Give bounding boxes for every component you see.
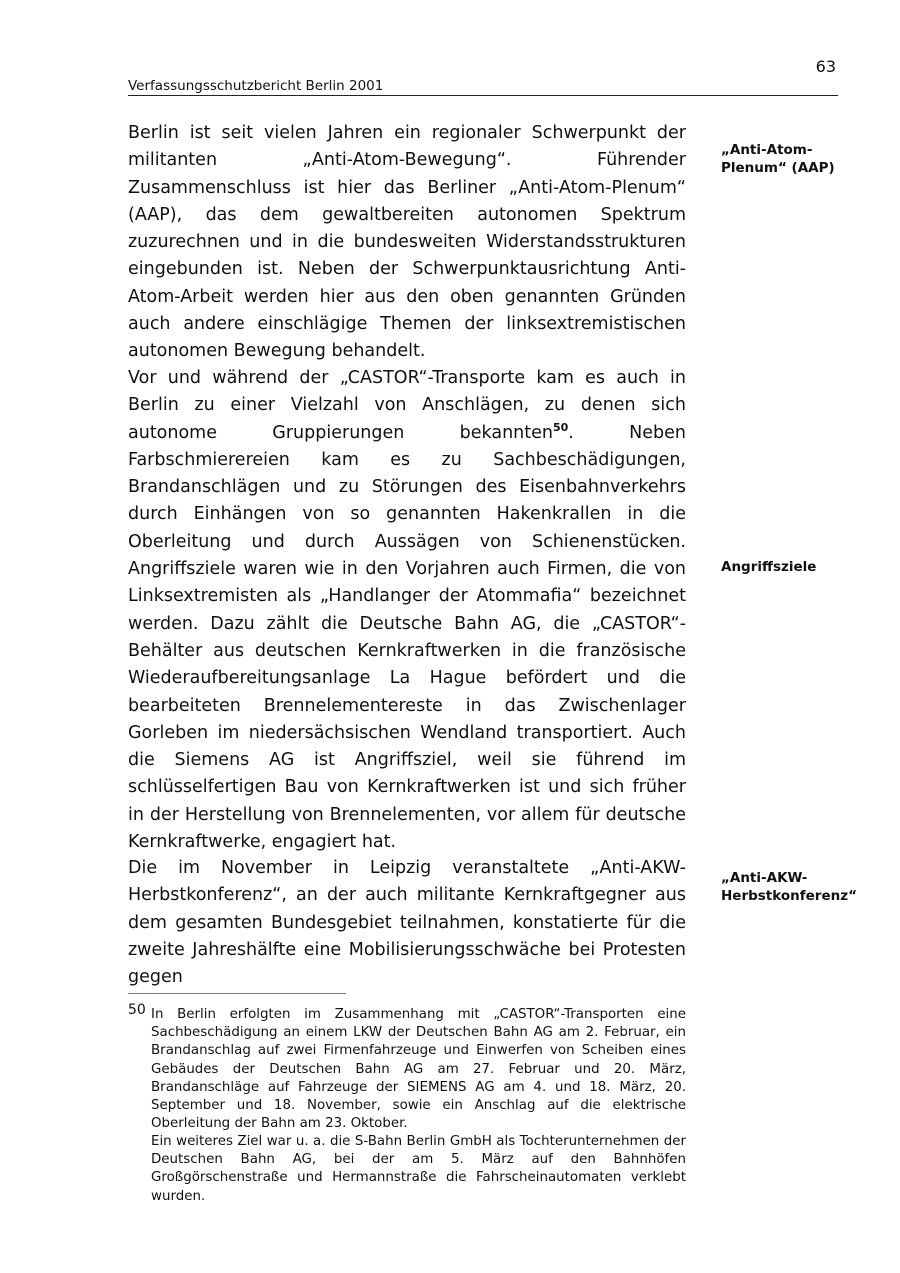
footnote-reference[interactable]: 50 [552, 420, 569, 434]
paragraph-2-text-end: . Neben Farbschmierereien kam es zu Sachbeschädigungen, Brandanschlägen und zu Störungen des Eisenbahnverkehrs durch Einhängen von so genannten Hakenkrallen in die Oberleitung und durch Aussägen von Schienenstücken. Angriffsziele waren wie in den Vorjahren auch Firmen, die von Linksextremisten als „Handlanger der Atommafia“ bezeichnet werden. Dazu zählt die Deutsche Bahn AG, die „CASTOR“-Behälter aus deutschen Kernkraftwerken in die französische Wiederaufbereitungsanlage La Hague befördert und die bearbeiteten Brennelementereste in das Zwischenlager Gorleben im niedersächsischen Wendland transportiert. Auch die Siemens AG ist Angriffsziel, weil sie führend im schlüsselfertigen Bau von Kernkraftwerken ist und sich früher in der Herstellung von Brennelementen, vor allem für deutsche Kernkraftwerke, engagiert hat. [128, 422, 686, 853]
footnote-divider [128, 993, 346, 994]
header-rule [128, 95, 838, 96]
footnote-text-2: Ein weiteres Ziel war u. a. die S-Bahn Berlin GmbH als Tochterunternehmen der Deutschen Bahn AG, bei der am 5. März auf den Bahnhöfen Großgörschenstraße und Hermannstraße die Fahrscheinautomaten verklebt wurden. [151, 1134, 686, 1204]
margin-note-angriffsziele: Angriffsziele [721, 559, 817, 575]
margin-note-aap: „Anti-Atom-Plenum“ (AAP) [721, 142, 835, 176]
page-number: 63 [815, 57, 836, 76]
margin-note-herbstkonferenz: „Anti-AKW-Herbstkonferenz“ [721, 870, 857, 904]
footnote-text-1: In Berlin erfolgten im Zusammenhang mit „CASTOR“-Transporten eine Sachbeschädigung an einem LKW der Deutschen Bahn AG am 2. Februar, ein Brandanschlag auf zwei Firmenfahrzeuge und Einwerfen von Scheiben eines Gebäudes der Deutschen Bahn AG am 27. Februar und 20. März, Brandanschläge auf Fahrzeuge der SIEMENS AG am 4. und 18. März, 20. September und 18. November, sowie ein Anschlag auf die elektrische Oberleitung der Bahn am 23. Oktober. [151, 1007, 686, 1132]
paragraph-2-text-start: Vor und während der „CASTOR“-Transporte kam es auch in Berlin zu einer Vielzahl von Anschlägen, zu denen sich autonome Gruppierungen bekannten [128, 368, 686, 443]
running-header: Verfassungsschutzbericht Berlin 2001 [128, 78, 384, 94]
paragraph-anti-atom-plenum: Berlin ist seit vielen Jahren ein regionaler Schwerpunkt der militanten „Anti-Atom-Bewegung“. Führender Zusammenschluss ist hier das Berliner „Anti-Atom-Plenum“ (AAP), das dem gewaltbereiten autonomen Spektrum zuzurechnen und in die bundesweiten Widerstandsstrukturen eingebunden ist. Neben der Schwerpunktausrichtung Anti-Atom-Arbeit werden hier aus den oben genannten Gründen auch andere einschlägige Themen der linksextremistischen autonomen Bewegung behandelt. [128, 123, 686, 362]
paragraph-herbstkonferenz: Die im November in Leipzig veranstaltete „Anti-AKW-Herbstkonferenz“, an der auch militante Kernkraftgegner aus dem gesamten Bundesgebiet teilnahmen, konstatierte für die zweite Jahreshälfte eine Mobilisierungsschwäche bei Protesten gegen [128, 858, 686, 988]
paragraph-castor-transports [128, 365, 686, 856]
footnote-number: 50 [128, 1002, 146, 1018]
